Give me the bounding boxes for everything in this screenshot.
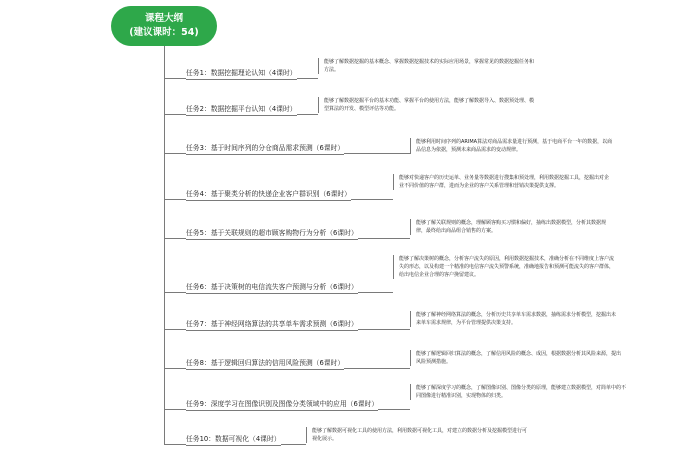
task-node: 任务5：基于关联规则的超市顾客购物行为分析（6课时） bbox=[186, 227, 358, 240]
task-node: 任务8：基于逻辑回归算法的信用风险预测（6课时） bbox=[186, 357, 344, 370]
connector-line bbox=[297, 78, 318, 79]
task-node: 任务9：深度学习在图像识别及图像分类领域中的应用（6课时） bbox=[186, 398, 378, 411]
task-node: 任务2：数据挖掘平台认知（4课时） bbox=[186, 103, 297, 116]
connector-line bbox=[358, 238, 410, 239]
task-description: 能够对快递客户的历史运单、业务量等数据进行搜集和预处理，利用数据挖掘工具，挖掘出对企业不同价值的客户群，进而为企业的客户关系管理和营销决策提供支撑。 bbox=[393, 174, 609, 190]
task-description: 能够了解数据挖掘平台的基本功能、掌握平台的使用方法，能够了解数据导入、数据预处理、模型算法的开发、模型评估等功能。 bbox=[318, 97, 538, 113]
task-node: 任务3：基于时间序列的分仓商品需求预测（6课时） bbox=[186, 142, 344, 155]
connector-line bbox=[378, 409, 410, 410]
task-description: 能够了解关联规则的概念，理解顾客购买习惯和偏好，抽练出数据模型，分析其数据规律，最终给出商品组合销售的方案。 bbox=[410, 219, 611, 235]
branch-line bbox=[164, 238, 186, 239]
task-description: 能够了解决策树的概念，分析客户流失的原因，利用数据挖掘技术，准确分析在不同维度上客户流失的形态，以及构建一个精准的电信客户流失预警系统，准确地报告和预测可能流失的客户群体，给出电信企业合理的客户挽留建议。 bbox=[393, 255, 614, 279]
branch-line bbox=[164, 153, 186, 154]
root-subtitle: (建议课时：54) bbox=[129, 27, 199, 38]
branch-line bbox=[164, 199, 186, 200]
task-description: 能够了解神经网络算法的概念，分析历史共享单车需求数据，抽练需求分析模型，挖掘出未来单车需求规律，为平台管理提供决策支持。 bbox=[410, 311, 616, 327]
tree-trunk-line bbox=[164, 46, 165, 444]
branch-line bbox=[164, 444, 186, 445]
connector-line bbox=[297, 114, 318, 115]
branch-line bbox=[164, 78, 186, 79]
root-title: 课程大纲 bbox=[144, 13, 183, 24]
branch-line bbox=[164, 368, 186, 369]
task-node: 任务1：数据挖掘理论认知（4课时） bbox=[186, 67, 297, 80]
task-description: 能够了解数据可视化工具的使用方法，利用数据可视化工具，对建立的数据分析及挖掘模型进行可视化展示。 bbox=[306, 427, 527, 443]
task-node: 任务10：数据可视化（4课时） bbox=[186, 433, 281, 446]
task-node: 任务4：基于聚类分析的快递企业客户群识别（6课时） bbox=[186, 188, 351, 201]
branch-line bbox=[164, 409, 186, 410]
task-node: 任务6：基于决策树的电信流失客户预测与分析（6课时） bbox=[186, 281, 358, 294]
connector-line bbox=[344, 153, 410, 154]
course-outline-root bbox=[111, 6, 217, 46]
branch-line bbox=[164, 114, 186, 115]
task-node: 任务7：基于神经网络算法的共享单车需求预测（6课时） bbox=[186, 318, 358, 331]
task-description: 能够了解逻辑回归算法的概念，了解信用风险的概念、成因，根据数据分析其风险来源，提出风险预测措施。 bbox=[410, 350, 621, 366]
task-description: 能够了解数据挖掘的基本概念、掌握数据挖掘技术的实际应用场景，掌握常见的数据挖掘任务和方法。 bbox=[318, 58, 538, 74]
connector-line bbox=[358, 292, 393, 293]
task-description: 能够利用时间序列的ARIMA算法对商品需求量进行预测，基于电商平台一年的数据，以商品信息为依据，预测未来商品需求的变动规律。 bbox=[410, 138, 616, 154]
connector-line bbox=[281, 444, 306, 445]
task-description: 能够了解深度学习的概念，了解图像识别、图像分类的原理，能够建立数据模型，对简单中的不同图像进行精准识别，实现物体的归类。 bbox=[410, 384, 626, 400]
connector-line bbox=[358, 329, 410, 330]
branch-line bbox=[164, 329, 186, 330]
branch-line bbox=[164, 292, 186, 293]
connector-line bbox=[344, 368, 410, 369]
connector-line bbox=[351, 199, 393, 200]
